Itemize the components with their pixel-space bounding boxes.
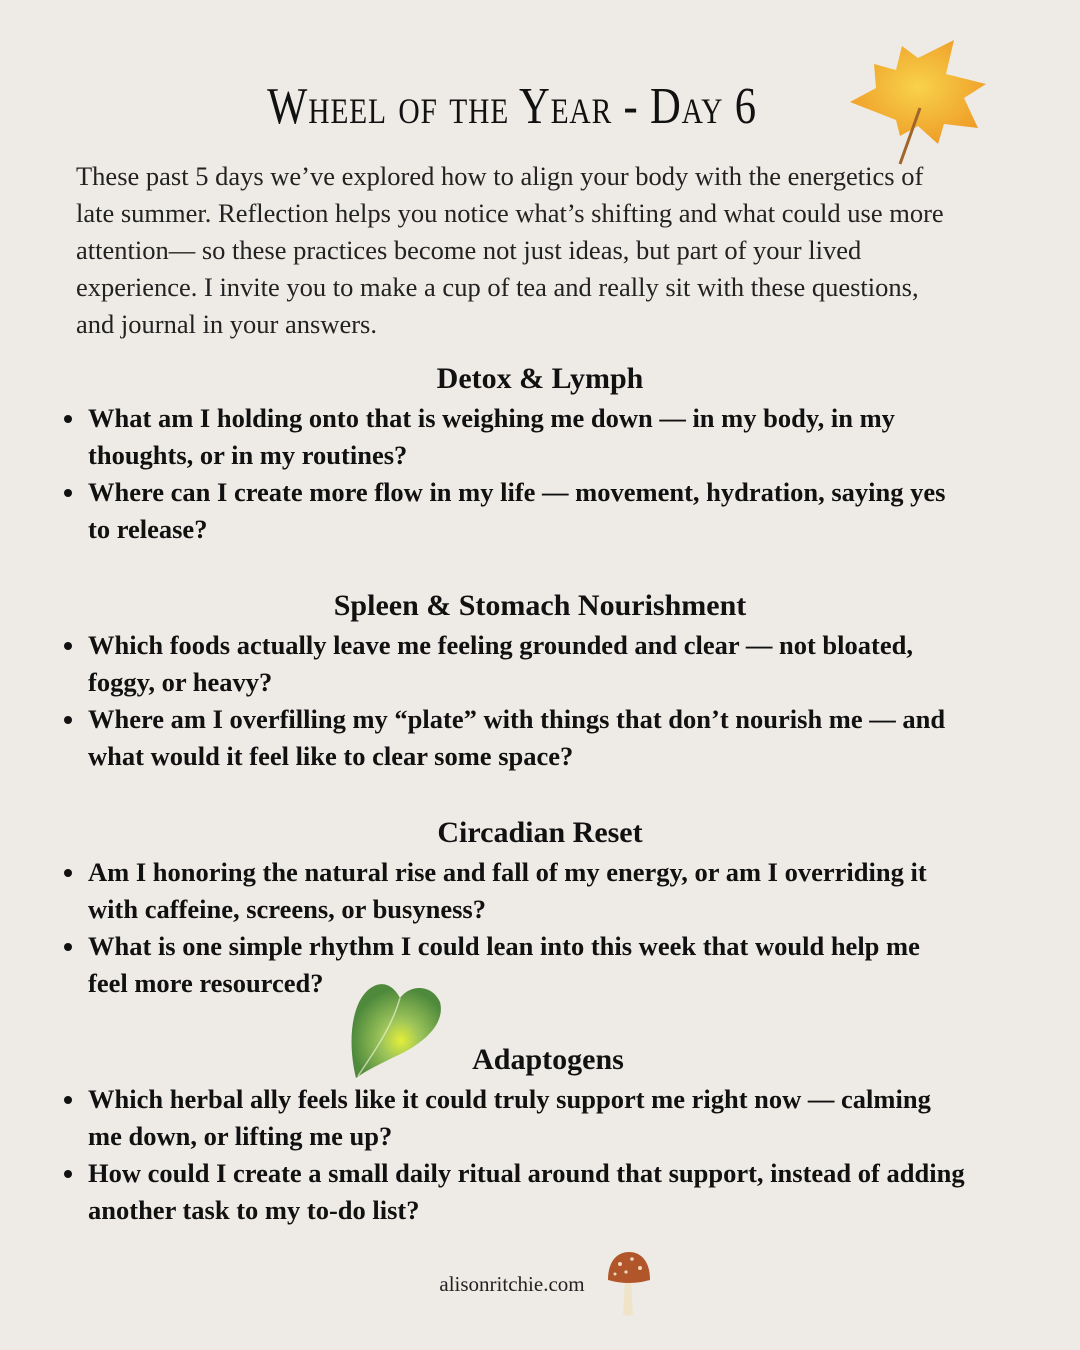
section-list-adaptogens	[60, 1081, 1050, 1229]
intro-line: attention— so these practices become not just ideas, but part of your lived	[76, 235, 862, 265]
section-heading-detox: Detox & Lymph	[436, 362, 644, 395]
section-heading-adaptogens: Adaptogens	[472, 1043, 624, 1076]
bullet-icon	[64, 415, 72, 423]
bullet-icon	[64, 943, 72, 951]
intro-line: experience. I invite you to make a cup of tea and really sit with these questions,	[76, 272, 919, 302]
section-list-circadian	[60, 854, 1050, 1002]
intro-line: and journal in your answers.	[76, 309, 377, 339]
list-item	[60, 701, 1050, 775]
section-heading-spleen: Spleen & Stomach Nourishment	[333, 589, 747, 622]
list-item	[60, 627, 1050, 701]
item-line: What am I holding onto that is weighing me down — in my body, in my	[88, 403, 895, 433]
list-item	[60, 474, 1050, 548]
section-list-spleen	[60, 627, 1050, 775]
item-line: foggy, or heavy?	[88, 667, 273, 697]
item-line: with caffeine, screens, or busyness?	[88, 894, 486, 924]
bullet-icon	[64, 642, 72, 650]
item-line: How could I create a small daily ritual around that support, instead of adding	[88, 1158, 965, 1188]
bullet-icon	[64, 716, 72, 724]
list-item	[60, 1155, 1050, 1229]
page-title: Wheel of the Year - Day 6	[267, 78, 757, 135]
item-line: another task to my to-do list?	[88, 1195, 420, 1225]
item-line: me down, or lifting me up?	[88, 1121, 393, 1151]
item-line: feel more resourced?	[88, 968, 324, 998]
bullet-icon	[64, 869, 72, 877]
item-line: Where am I overfilling my “plate” with things that don’t nourish me — and	[88, 704, 946, 734]
bullet-icon	[64, 1096, 72, 1104]
section-list-detox	[60, 400, 1050, 548]
item-line: Where can I create more flow in my life — movement, hydration, saying yes	[88, 477, 946, 507]
bullet-icon	[64, 489, 72, 497]
list-item	[60, 400, 1050, 474]
item-line: Which foods actually leave me feeling grounded and clear — not bloated,	[88, 630, 913, 660]
item-line: Which herbal ally feels like it could truly support me right now — calming	[88, 1084, 931, 1114]
item-line: What is one simple rhythm I could lean into this week that would help me	[88, 931, 920, 961]
item-line: thoughts, or in my routines?	[88, 440, 408, 470]
list-item	[60, 1081, 1050, 1155]
list-item	[60, 928, 1050, 1002]
mushroom-icon	[606, 1250, 652, 1318]
section-heading-circadian: Circadian Reset	[437, 816, 643, 849]
intro-line: These past 5 days we’ve explored how to align your body with the energetics of	[76, 161, 924, 191]
footer-website: alisonritchie.com	[439, 1272, 585, 1296]
maple-leaf-icon	[840, 36, 990, 166]
intro-paragraph	[76, 158, 1036, 343]
intro-line: late summer. Reflection helps you notice what’s shifting and what could use more	[76, 198, 944, 228]
item-line: what would it feel like to clear some space?	[88, 741, 574, 771]
item-line: to release?	[88, 514, 208, 544]
bullet-icon	[64, 1170, 72, 1178]
list-item	[60, 854, 1050, 928]
item-line: Am I honoring the natural rise and fall of my energy, or am I overriding it	[88, 857, 927, 887]
